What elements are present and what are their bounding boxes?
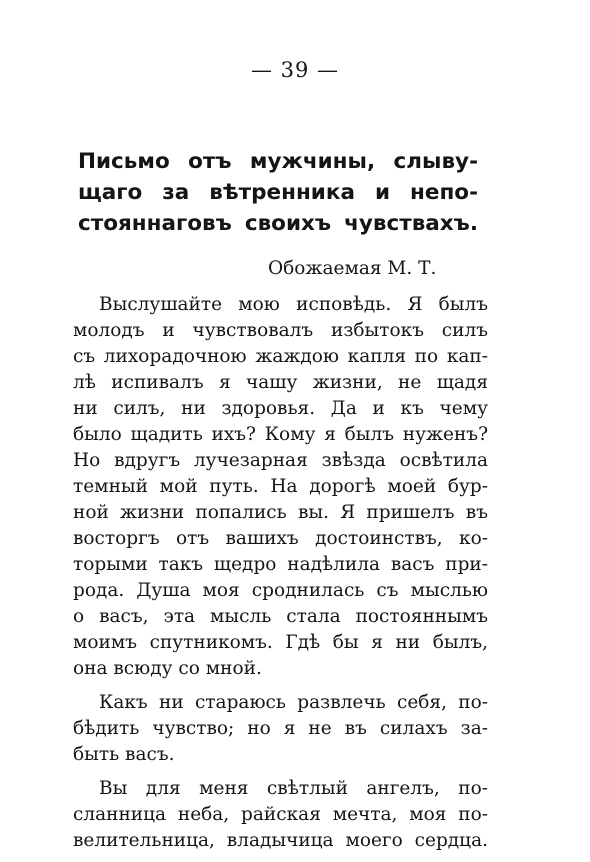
text-line: Выслушайте мою исповѣдь. Я былъ xyxy=(99,294,488,315)
text-line: Какъ ни стараюсь развлечь себя, по- xyxy=(99,692,488,713)
text-line: Но вдругъ лучезарная звѣзда освѣтила xyxy=(73,450,488,471)
paragraph xyxy=(73,292,488,682)
letter-body xyxy=(73,292,488,862)
text-line: восторгъ отъ вашихъ достоинствъ, ко- xyxy=(73,528,488,549)
text-line: было щадить ихъ? Кому я былъ нуженъ? xyxy=(73,424,488,445)
paragraph xyxy=(73,776,488,854)
letter-heading xyxy=(78,146,478,239)
heading-line: щаго за вѣтренника и непо- xyxy=(78,180,478,205)
text-line: рода. Душа моя сроднилась съ мыслью xyxy=(73,580,488,601)
heading-line: стояннаговъ своихъ чувствахъ. xyxy=(78,211,478,236)
text-line: велительница, владычица моего сердца. xyxy=(73,830,488,851)
text-line: торыми такъ щедро надѣлила васъ при- xyxy=(73,554,488,575)
text-line: темный мой путь. На дорогѣ моей бур- xyxy=(73,476,488,497)
text-line: Вы для меня свѣтлый ангелъ, по- xyxy=(99,778,488,799)
text-line: ни силъ, ни здоровья. Да и къ чему xyxy=(73,398,488,419)
text-line: съ лихорадочною жаждою капля по кап- xyxy=(73,346,488,367)
text-line: о васъ, эта мысль стала постояннымъ xyxy=(73,606,488,627)
salutation: Обожаемая М. Т. xyxy=(268,258,437,279)
text-line: сланница неба, райская мечта, моя по- xyxy=(73,804,488,825)
text-line: быть васъ. xyxy=(73,744,175,765)
text-line: ной жизни попались вы. Я пришелъ въ xyxy=(73,502,488,523)
text-line: бѣдить чувство; но я не въ силахъ за- xyxy=(73,718,488,739)
text-line: лѣ испивалъ я чашу жизни, не щадя xyxy=(73,372,488,393)
paragraph xyxy=(73,690,488,768)
text-line: моимъ спутникомъ. Гдѣ бы я ни былъ, xyxy=(73,632,488,653)
text-line: она всюду со мной. xyxy=(73,658,262,679)
page-number: — 39 — xyxy=(250,58,340,82)
heading-line: Письмо отъ мужчины, слыву- xyxy=(78,149,478,174)
text-line: молодъ и чувствовалъ избытокъ силъ xyxy=(73,320,488,341)
